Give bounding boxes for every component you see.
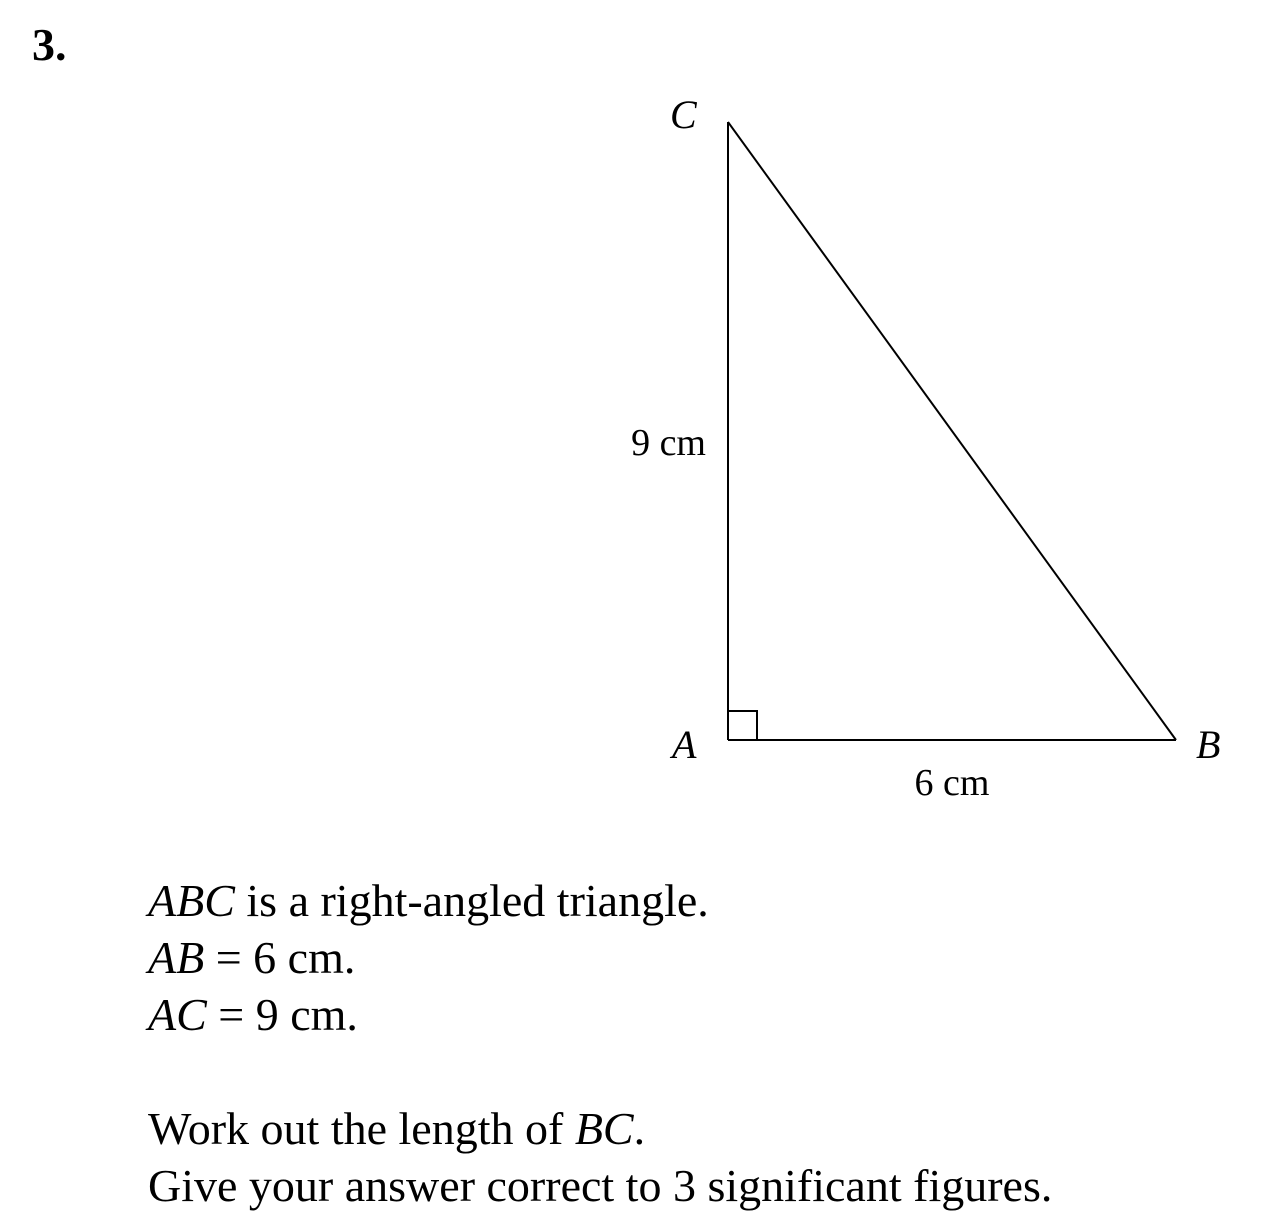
right-angle-marker	[728, 711, 757, 740]
side-name-ac: AC	[148, 989, 207, 1040]
task-instruction	[148, 1100, 1052, 1157]
statement-ac-value: = 9 cm.	[206, 989, 358, 1040]
triangle-name: ABC	[148, 875, 235, 926]
side-bc	[728, 122, 1176, 740]
side-name-ab: AB	[148, 932, 205, 983]
statement-triangle	[148, 872, 1052, 929]
spacer	[148, 1043, 1052, 1100]
side-name-bc: BC	[574, 1103, 634, 1154]
statement-ac	[148, 986, 1052, 1043]
side-label-ac: 9 cm	[631, 422, 706, 464]
side-label-ab: 6 cm	[914, 762, 990, 804]
task-text-end: .	[633, 1103, 646, 1154]
vertex-label-b: B	[1196, 722, 1221, 767]
statement-triangle-text: is a right-angled triangle.	[234, 875, 709, 926]
vertex-label-a: A	[672, 722, 697, 767]
rounding-instruction: Give your answer correct to 3 significant figures.	[148, 1160, 1053, 1211]
question-text	[148, 872, 1052, 1214]
statement-ab	[148, 929, 1052, 986]
statement-ab-value: = 6 cm.	[204, 932, 356, 983]
question-number: 3.	[32, 19, 67, 70]
vertex-label-c: C	[670, 92, 697, 137]
task-text-start: Work out the length of	[148, 1103, 575, 1154]
